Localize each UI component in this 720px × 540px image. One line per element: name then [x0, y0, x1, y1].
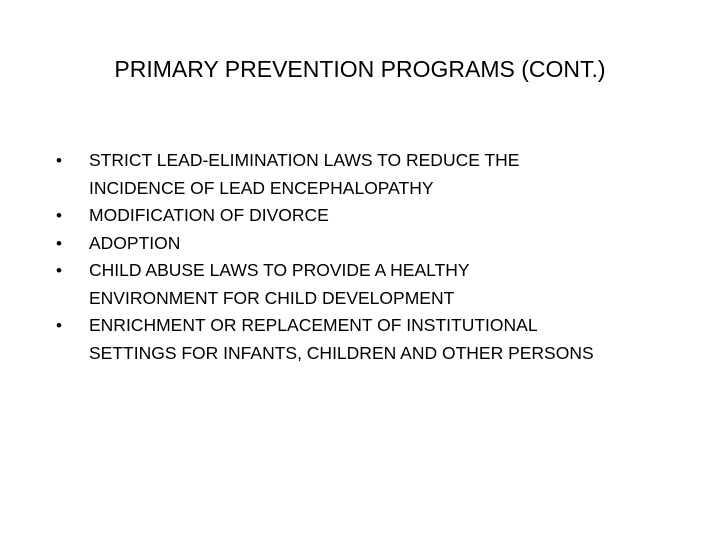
bullet-item — [56, 257, 706, 312]
bullet-icon: • — [56, 233, 62, 253]
bullet-list — [56, 147, 706, 367]
bullet-item — [56, 230, 706, 258]
bullet-text-line: STRICT LEAD-ELIMINATION LAWS TO REDUCE THE — [89, 150, 520, 170]
slide-title: PRIMARY PREVENTION PROGRAMS (CONT.) — [114, 56, 606, 82]
bullet-text-line: CHILD ABUSE LAWS TO PROVIDE A HEALTHY — [89, 260, 470, 280]
bullet-item — [56, 312, 706, 367]
bullet-text-line: ENRICHMENT OR REPLACEMENT OF INSTITUTIONAL — [89, 315, 538, 335]
bullet-item — [56, 202, 706, 230]
bullet-text-line: ADOPTION — [89, 232, 181, 253]
bullet-icon: • — [56, 206, 62, 225]
bullet-icon: • — [56, 316, 62, 335]
bullet-text-line: MODIFICATION OF DIVORCE — [89, 205, 329, 225]
bullet-text-line: SETTINGS FOR INFANTS, CHILDREN AND OTHER PERSONS — [89, 342, 594, 363]
bullet-text-line: ENVIRONMENT FOR CHILD DEVELOPMENT — [89, 287, 455, 308]
bullet-item — [56, 147, 706, 202]
bullet-text-line: INCIDENCE OF LEAD ENCEPHALOPATHY — [89, 177, 434, 198]
bullet-icon: • — [56, 261, 62, 280]
bullet-icon: • — [56, 151, 62, 170]
